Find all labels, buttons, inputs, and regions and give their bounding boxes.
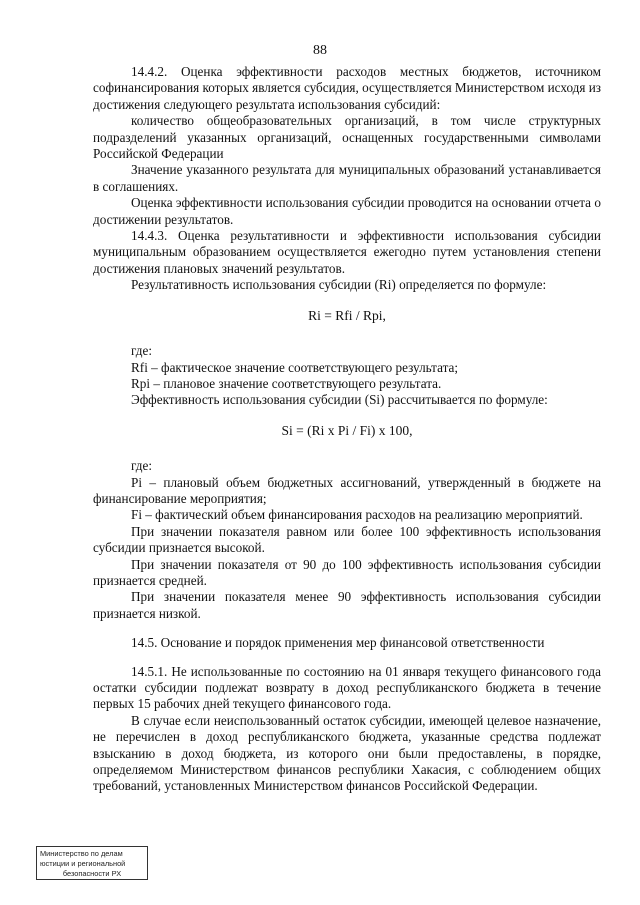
stamp-line-3: безопасности РХ — [62, 869, 122, 878]
definition-pi: Pi – плановый объем бюджетных ассигнований, утвержденный в бюджете на финансирование мероприятия; — [93, 474, 601, 506]
paragraph-14-4-3: 14.4.3. Оценка результативности и эффективности использования субсидии муниципальным образованием осуществляется ежегодно путем установления степени достижения плановых значений результатов. — [93, 228, 601, 276]
formula-ri: Ri = Rfi / Rpi, — [308, 307, 386, 323]
document-body — [93, 64, 601, 795]
where-label-1: где: — [131, 343, 152, 359]
formula-si: Si = (Ri x Pi / Fi) x 100, — [281, 422, 413, 438]
paragraph-medium-efficiency: При значении показателя от 90 до 100 эффективность использования субсидии признается средней. — [93, 556, 601, 588]
definition-fi: Fi – фактический объем финансирования расходов на реализацию мероприятий. — [131, 507, 583, 523]
paragraph-high-efficiency: При значении показателя равном или более 100 эффективность использования субсидии признается высокой. — [93, 523, 601, 556]
registration-stamp — [36, 846, 148, 880]
definition-rpi: Rpi – плановое значение соответствующего результата. — [131, 375, 442, 391]
paragraph-low-efficiency: При значении показателя менее 90 эффективность использования субсидии признается низкой. — [93, 589, 601, 621]
paragraph-recovery: В случае если неиспользованный остаток субсидии, имеющей целевое назначение, не перечислен в доход республиканского бюджета, указанные средства подлежат взысканию в доход бюджета, из которого они были предоставлены, в порядке, определяемом Министерством финансов республики Хакасия, с соблюдением общих требований, установленных Министерством финансов Российской Федерации. — [93, 712, 601, 794]
paragraph-si-intro: Эффективность использования субсидии (Si) рассчитывается по формуле: — [131, 392, 548, 408]
section-heading-14-5: 14.5. Основание и порядок применения мер финансовой ответственности — [131, 635, 545, 651]
stamp-line-1: Министерство по делам — [40, 849, 123, 858]
stamp-line-2: юстиции и региональной — [40, 859, 126, 868]
paragraph-14-5-1: 14.5.1. Не использованные по состоянию на 01 января текущего финансового года остатки субсидии подлежат возврату в доход республиканского бюджета в течение первых 15 рабочих дней текущего финансового года. — [93, 663, 601, 712]
paragraph-14-4-2: 14.4.2. Оценка эффективности расходов местных бюджетов, источником софинансирования которых является субсидия, осуществляется Министерством исходя из достижения следующего результата использования субсидий: — [93, 64, 602, 112]
paragraph-evaluation-report: Оценка эффективности использования субсидии проводится на основании отчета о достижении результатов. — [93, 195, 601, 227]
where-label-2: где: — [131, 458, 152, 474]
paragraph-value-agreements: Значение указанного результата для муниципальных образований устанавливается в соглашениях. — [93, 162, 601, 194]
paragraph-result-indicator: количество общеобразовательных организаций, в том числе структурных подразделений указанных организаций, оснащенных государственными символами Российской Федерации — [93, 113, 601, 162]
page-number: 88 — [313, 43, 327, 58]
paragraph-ri-intro: Результативность использования субсидии (Ri) определяется по формуле: — [131, 277, 547, 293]
definition-rfi: Rfi – фактическое значение соответствующего результата; — [131, 359, 459, 375]
